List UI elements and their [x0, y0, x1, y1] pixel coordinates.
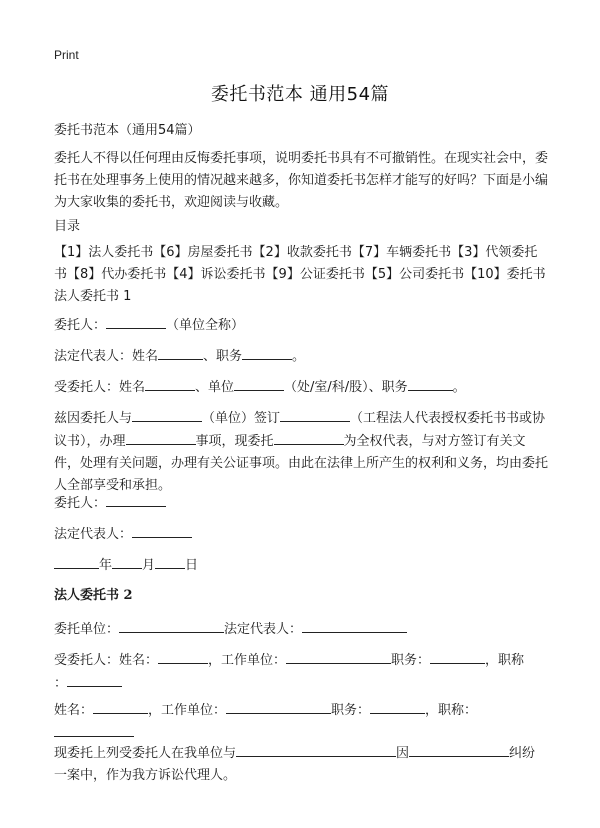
toc-heading: 目录 [54, 219, 81, 234]
principal-blank[interactable] [106, 314, 166, 329]
contract-blank[interactable] [280, 407, 350, 422]
representative-blank[interactable] [274, 430, 344, 445]
intro-paragraph: 委托人不得以任何理由反悔委托事项，说明委托书具有不可撤销性。在现实社会中，委托书在处理事务上使用的情况越来越多，你知道委托书怎样才能写的好吗？下面是小编为大家收集的委托书，欢迎阅读与收藏。 [54, 151, 549, 210]
s2-name2-blank[interactable] [93, 699, 148, 714]
principal-line: 委托人： （单位全称） [54, 314, 548, 337]
signature-principal-blank[interactable] [106, 492, 166, 507]
s2-unit2-blank[interactable] [226, 699, 331, 714]
s2-agent-title-blank[interactable] [430, 649, 485, 664]
s2-agent-unit-blank[interactable] [286, 649, 391, 664]
agent-name-blank[interactable] [145, 376, 195, 391]
legal-rep-name-blank[interactable] [158, 345, 203, 360]
agent-unit-blank[interactable] [234, 376, 284, 391]
day-blank[interactable] [155, 554, 185, 569]
agent-title-blank[interactable] [408, 376, 453, 391]
s2-agent-name-blank[interactable] [158, 649, 208, 664]
signature-legal-rep: 法定代表人： [54, 523, 548, 546]
s2-legal-rep-blank[interactable] [302, 618, 407, 633]
year-blank[interactable] [54, 554, 99, 569]
authorization-paragraph: 兹因委托人与 （单位）签订 （工程法人代表授权委托书书或协议书），办理 事项，现委托 为全权代表，与对方签订有关文件，处理有关问题，办理有关公证事项。由此在法律上所产生的权利和义务，均由委托人全部享受和承担。 [54, 407, 548, 497]
matter-blank[interactable] [126, 430, 196, 445]
s2-opponent-blank[interactable] [236, 742, 396, 757]
s2-dispute-blank[interactable] [409, 742, 509, 757]
section-2-row-1: 委托单位： 法定代表人： [54, 618, 548, 641]
s2-title2-blank[interactable] [370, 699, 425, 714]
document-title: 委托书范本 通用54篇 [210, 84, 390, 105]
agent-line: 受委托人：姓名 、单位 （处/室/科/股）、职务 。 [54, 376, 548, 399]
document-subtitle: 委托书范本（通用54篇） [54, 123, 201, 138]
month-blank[interactable] [112, 554, 142, 569]
party-blank[interactable] [132, 407, 202, 422]
toc-list: 【1】法人委托书【6】房屋委托书【2】收款委托书【7】车辆委托书【3】代领委托书【8】代办委托书【4】诉讼委托书【9】公证委托书【5】公司委托书【10】委托书法人委托书 1 [54, 245, 546, 304]
entrusting-unit-blank[interactable] [119, 618, 224, 633]
print-label[interactable]: Print [54, 48, 79, 62]
s2-rank2-blank[interactable] [54, 722, 134, 737]
date-line: 年 月 日 [54, 554, 548, 577]
section-2-row-3: 姓名： ，工作单位： 职务： ，职称： [54, 699, 548, 745]
s2-agent-rank-blank[interactable] [67, 672, 122, 687]
legal-rep-line: 法定代表人：姓名 、职务 。 [54, 345, 548, 368]
signature-legal-rep-blank[interactable] [132, 523, 192, 538]
section-2-heading: 法人委托书 2 [54, 588, 133, 603]
legal-rep-title-blank[interactable] [242, 345, 292, 360]
section-2-row-2: 受委托人：姓名： ，工作单位： 职务： ，职称 ： [54, 649, 548, 695]
section-2-row-4: 现委托上列受委托人在我单位与 因 纠纷一案中，作为我方诉讼代理人。 [54, 742, 548, 787]
signature-principal: 委托人： [54, 492, 548, 515]
